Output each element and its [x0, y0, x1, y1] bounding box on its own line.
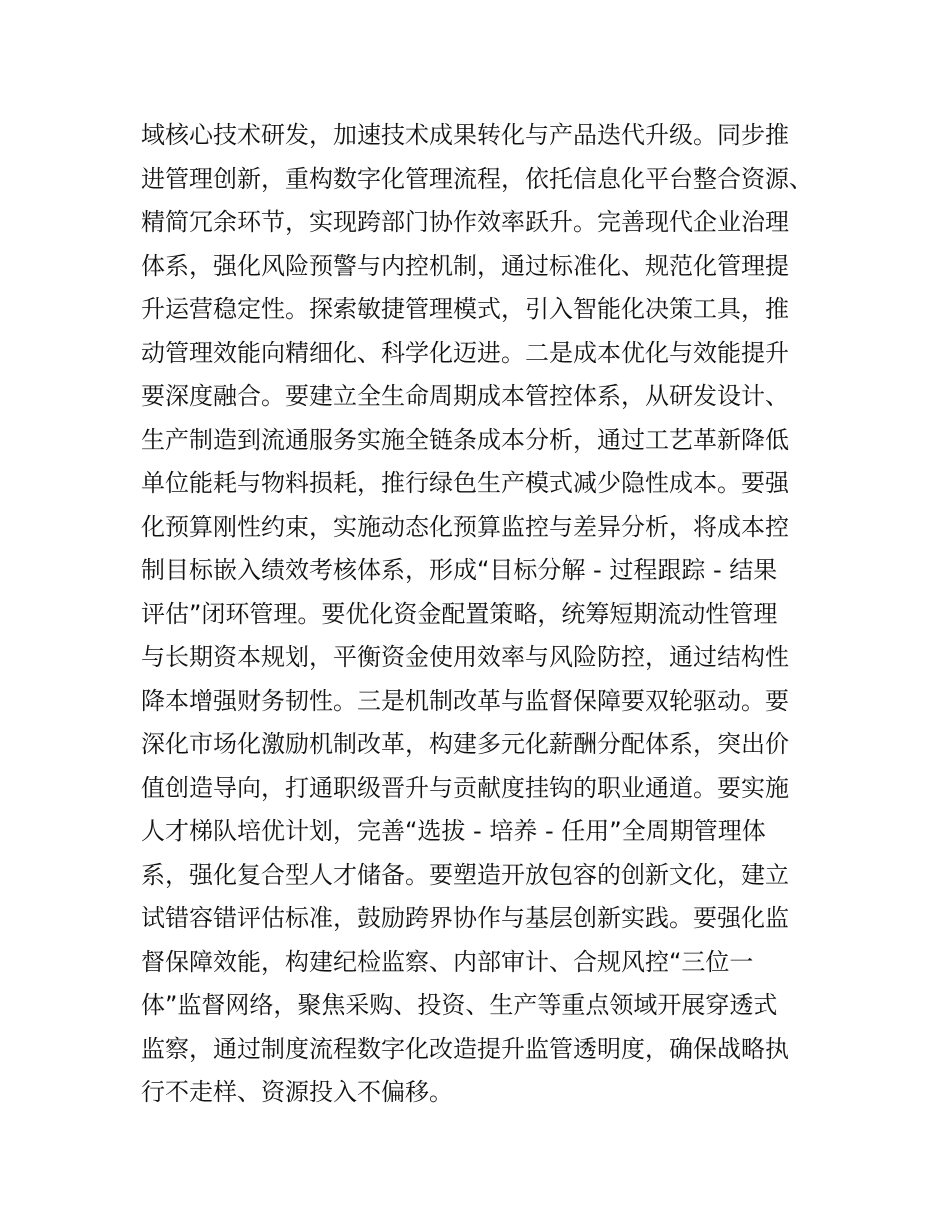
- text-line: 评估”闭环管理。要优化资金配置策略，统筹短期流动性管理: [141, 599, 778, 628]
- text-line: 监察，通过制度流程数字化改造提升监管透明度，确保战略执: [141, 1034, 789, 1063]
- text-line: 值创造导向，打通职级晋升与贡献度挂钩的职业通道。要实施: [141, 773, 789, 802]
- text-line: 要深度融合。要建立全生命周期成本管控体系，从研发设计、: [141, 382, 789, 410]
- text-line: 体”监督网络，聚焦采购、投资、生产等重点领域开展穿透式: [141, 991, 778, 1019]
- text-line: 督保障效能，构建纪检监察、内部审计、合规风控“三位一: [141, 947, 754, 976]
- text-line: 降本增强财务韧性。三是机制改革与监督保障要双轮驱动。要: [141, 686, 789, 715]
- text-line: 单位能耗与物料损耗，推行绿色生产模式减少隐性成本。要强: [141, 469, 789, 497]
- text-line: 生产制造到流通服务实施全链条成本分析，通过工艺革新降低: [141, 425, 789, 454]
- text-line: 试错容错评估标准，鼓励跨界协作与基层创新实践。要强化监: [141, 904, 789, 932]
- text-line: 升运营稳定性。探索敏捷管理模式，引入智能化决策工具，推: [141, 295, 789, 323]
- text-line: 行不走样、资源投入不偏移。: [141, 1078, 453, 1106]
- text-line: 化预算刚性约束，实施动态化预算监控与差异分析，将成本控: [141, 512, 789, 541]
- text-line: 深化市场化激励机制改革，构建多元化薪酬分配体系，突出价: [141, 730, 789, 758]
- text-line: 与长期资本规划，平衡资金使用效率与风险防控，通过结构性: [141, 643, 789, 671]
- text-line: 域核心技术研发，加速技术成果转化与产品迭代升级。同步推: [141, 121, 789, 149]
- text-line: 进管理创新，重构数字化管理流程，依托信息化平台整合资源、: [141, 164, 813, 193]
- document-body-text: [141, 114, 821, 1115]
- text-line: 制目标嵌入绩效考核体系，形成“目标分解 - 过程跟踪 - 结果: [141, 556, 778, 584]
- text-line: 体系，强化风险预警与内控机制，通过标准化、规范化管理提: [141, 251, 789, 280]
- text-line: 动管理效能向精细化、科学化迈进。二是成本优化与效能提升: [141, 338, 789, 367]
- text-line: 人才梯队培优计划，完善“选拔 - 培养 - 任用”全周期管理体: [141, 817, 766, 845]
- text-line: 精简冗余环节，实现跨部门协作效率跃升。完善现代企业治理: [141, 208, 789, 236]
- text-line: 系，强化复合型人才储备。要塑造开放包容的创新文化，建立: [141, 860, 789, 889]
